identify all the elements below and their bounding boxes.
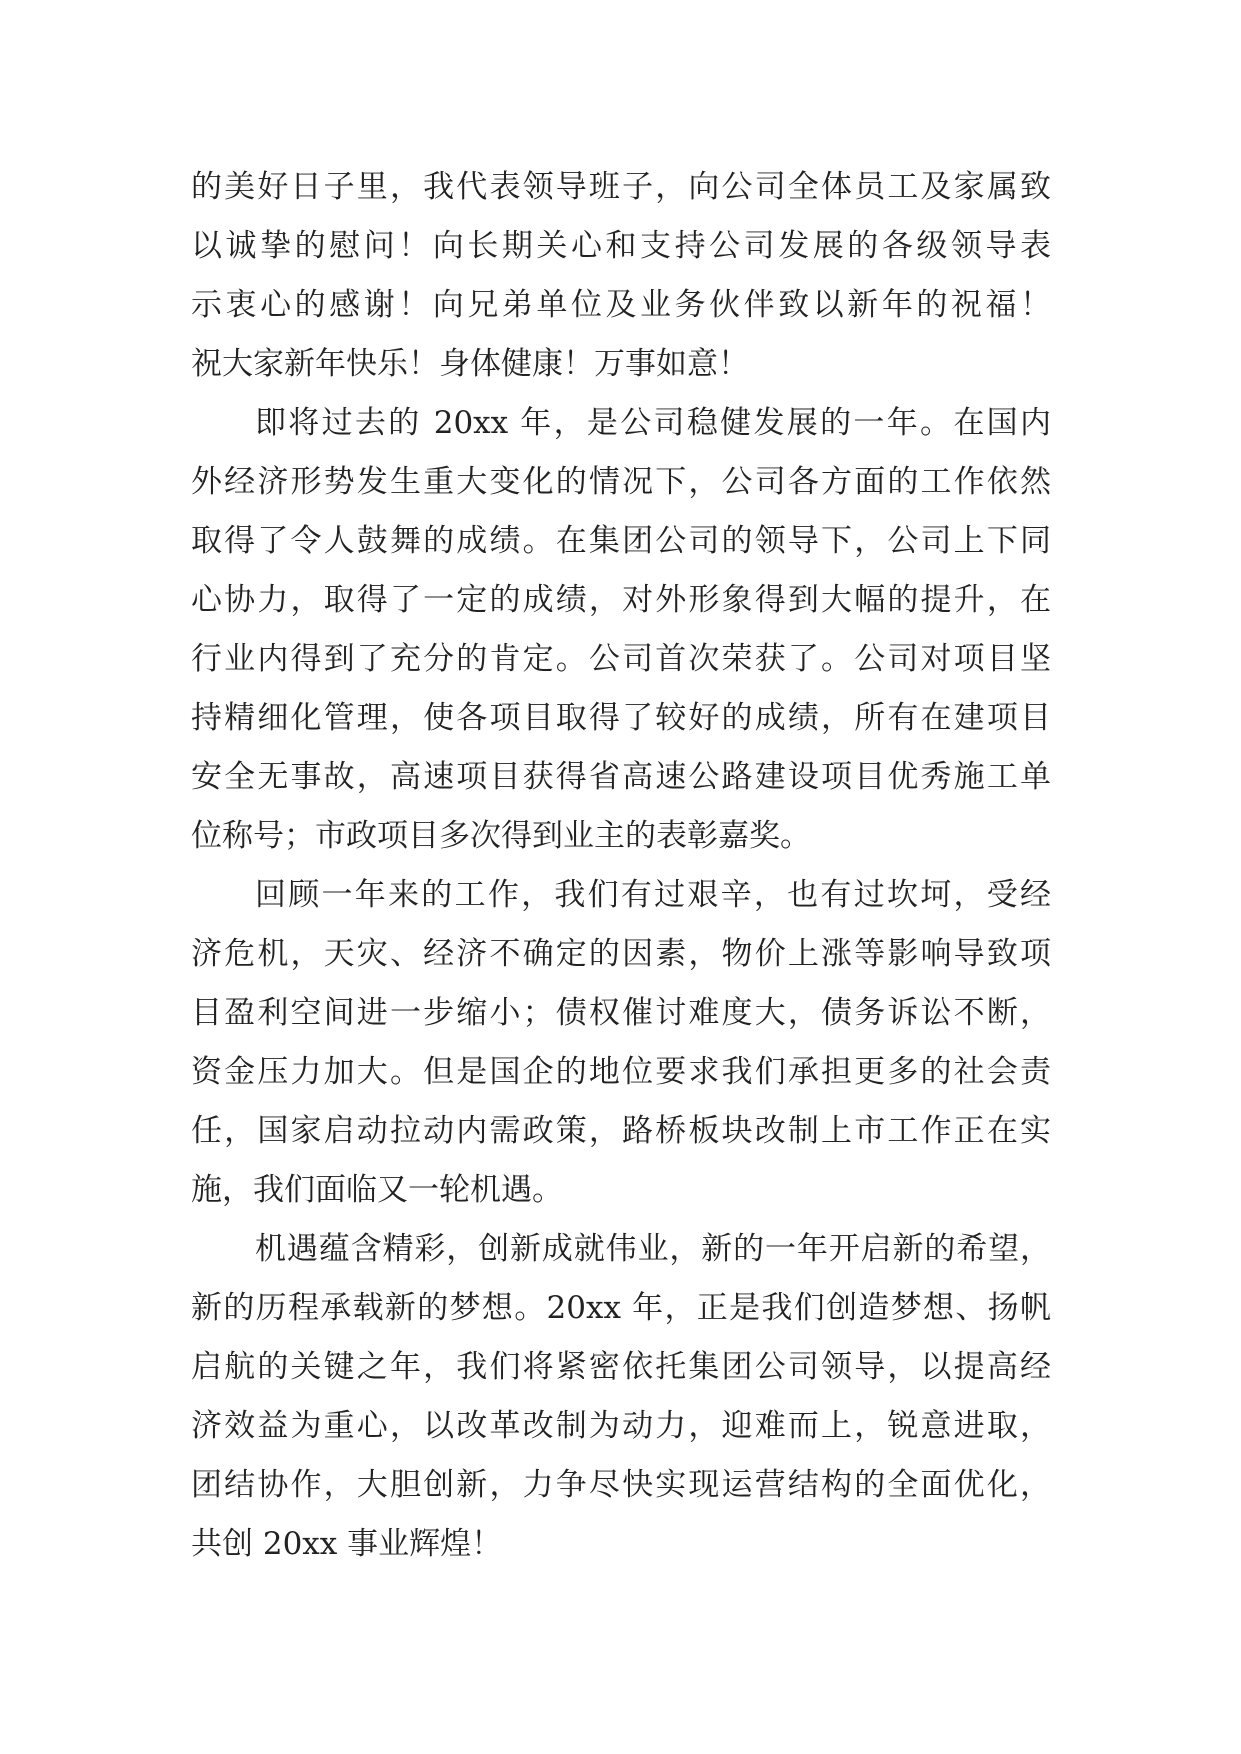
paragraph-challenges xyxy=(191,866,1051,1220)
text-line: 团结协作，大胆创新，力争尽快实现运营结构的全面优化， xyxy=(191,1467,1051,1503)
text-line: 目盈利空间进一步缩小；债权催讨难度大，债务诉讼不断， xyxy=(191,995,1051,1031)
text-line: 外经济形势发生重大变化的情况下，公司各方面的工作依然 xyxy=(191,464,1051,500)
text-line: 启航的关键之年，我们将紧密依托集团公司领导，以提高经 xyxy=(191,1349,1051,1385)
text-line: 共创 20xx 事业辉煌！ xyxy=(191,1526,503,1562)
text-line: 位称号；市政项目多次得到业主的表彰嘉奖。 xyxy=(191,818,811,854)
text-line: 济危机，天灾、经济不确定的因素，物价上涨等影响导致项 xyxy=(191,936,1051,972)
document-body xyxy=(191,158,1051,1574)
text-line: 行业内得到了充分的肯定。公司首次荣获了。公司对项目坚 xyxy=(191,641,1051,677)
text-line: 任，国家启动拉动内需政策，路桥板块改制上市工作正在实 xyxy=(191,1113,1051,1149)
text-line: 资金压力加大。但是国企的地位要求我们承担更多的社会责 xyxy=(191,1054,1051,1090)
paragraph-outlook xyxy=(191,1220,1051,1574)
text-line: 回顾一年来的工作，我们有过艰辛，也有过坎坷，受经 xyxy=(255,877,1051,913)
text-line: 的美好日子里，我代表领导班子，向公司全体员工及家属致 xyxy=(191,169,1051,205)
paragraph-review-year xyxy=(191,394,1051,866)
text-line: 示衷心的感谢！向兄弟单位及业务伙伴致以新年的祝福！ xyxy=(191,287,1051,323)
text-line: 持精细化管理，使各项目取得了较好的成绩，所有在建项目 xyxy=(191,700,1051,736)
text-line: 以诚挚的慰问！向长期关心和支持公司发展的各级领导表 xyxy=(191,228,1051,264)
text-line: 施，我们面临又一轮机遇。 xyxy=(191,1172,563,1208)
text-line: 安全无事故，高速项目获得省高速公路建设项目优秀施工单 xyxy=(191,759,1051,795)
text-line: 机遇蕴含精彩，创新成就伟业，新的一年开启新的希望， xyxy=(255,1231,1051,1267)
text-line: 新的历程承载新的梦想。20xx 年，正是我们创造梦想、扬帆 xyxy=(191,1290,1051,1326)
text-line: 心协力，取得了一定的成绩，对外形象得到大幅的提升，在 xyxy=(191,582,1051,618)
text-line: 取得了令人鼓舞的成绩。在集团公司的领导下，公司上下同 xyxy=(191,523,1051,559)
paragraph-greeting xyxy=(191,158,1051,394)
text-line: 祝大家新年快乐！身体健康！万事如意！ xyxy=(191,346,749,382)
text-line: 即将过去的 20xx 年，是公司稳健发展的一年。在国内 xyxy=(255,405,1051,441)
text-line: 济效益为重心，以改革改制为动力，迎难而上，锐意进取， xyxy=(191,1408,1051,1444)
